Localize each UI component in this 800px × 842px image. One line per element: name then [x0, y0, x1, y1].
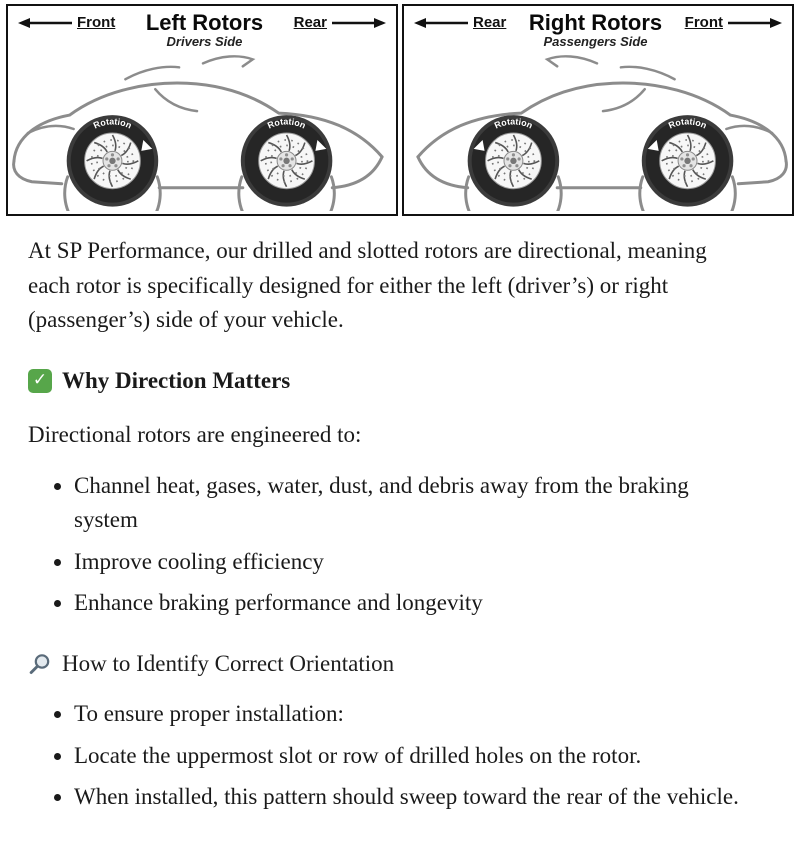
engineered-lead: Directional rotors are engineered to:	[28, 422, 362, 447]
magnifier-icon	[28, 652, 52, 676]
identify-bullet-list	[28, 697, 754, 815]
intro-paragraph: At SP Performance, our drilled and slotted rotors are directional, meaning each rotor is specifically designed for either the left (driver’s) or right (passenger’s) side of your vehicle.	[28, 238, 707, 332]
why-bullet-list	[28, 469, 754, 621]
arrow-right-icon	[726, 16, 784, 30]
rotation-label: Rotation	[91, 116, 134, 132]
check-icon	[28, 369, 52, 393]
why-direction-matters-heading	[28, 364, 754, 399]
front-direction	[685, 14, 784, 31]
front-label: Front	[684, 14, 723, 31]
right-car-illustration	[404, 49, 792, 211]
heading-text: Why Direction Matters	[62, 367, 291, 393]
panel-header	[404, 6, 792, 49]
rear-label: Rear	[293, 14, 327, 31]
panel-titles	[146, 11, 263, 49]
rear-direction	[294, 14, 388, 31]
panel-subtitle: Passengers Side	[543, 34, 648, 50]
rotation-label: Rotation	[666, 116, 709, 132]
panel-subtitle: Drivers Side	[166, 34, 243, 50]
arrow-right-icon	[330, 16, 388, 30]
rear-direction	[412, 14, 506, 31]
list-item: • Enhance braking performance and longevity	[74, 586, 754, 621]
arrow-left-icon	[412, 16, 470, 30]
left-rotors-panel	[6, 4, 398, 216]
right-rotors-panel	[402, 4, 794, 216]
panel-title: Left Rotors	[145, 10, 264, 35]
list-item: • When installed, this pattern should sweep toward the rear of the vehicle.	[74, 780, 754, 815]
rotor-direction-diagram	[6, 4, 794, 216]
article-body	[6, 234, 776, 815]
list-item: • Channel heat, gases, water, dust, and debris away from the braking system	[74, 469, 754, 538]
list-item: • Improve cooling efficiency	[74, 545, 754, 580]
panel-header	[8, 6, 396, 49]
front-label: Front	[77, 14, 116, 31]
panel-titles	[529, 11, 662, 49]
identify-orientation-heading	[28, 647, 754, 682]
front-direction	[16, 14, 115, 31]
check-glyph: ✓	[32, 370, 48, 391]
rotation-label: Rotation	[265, 116, 308, 132]
rear-label: Rear	[473, 14, 507, 31]
panel-title: Right Rotors	[528, 10, 663, 35]
list-item: • Locate the uppermost slot or row of drilled holes on the rotor.	[74, 739, 754, 774]
list-item: • To ensure proper installation:	[74, 697, 754, 732]
left-car-illustration	[8, 49, 396, 211]
arrow-left-icon	[16, 16, 74, 30]
heading-text: How to Identify Correct Orientation	[62, 650, 395, 676]
rotation-label: Rotation	[492, 116, 535, 132]
